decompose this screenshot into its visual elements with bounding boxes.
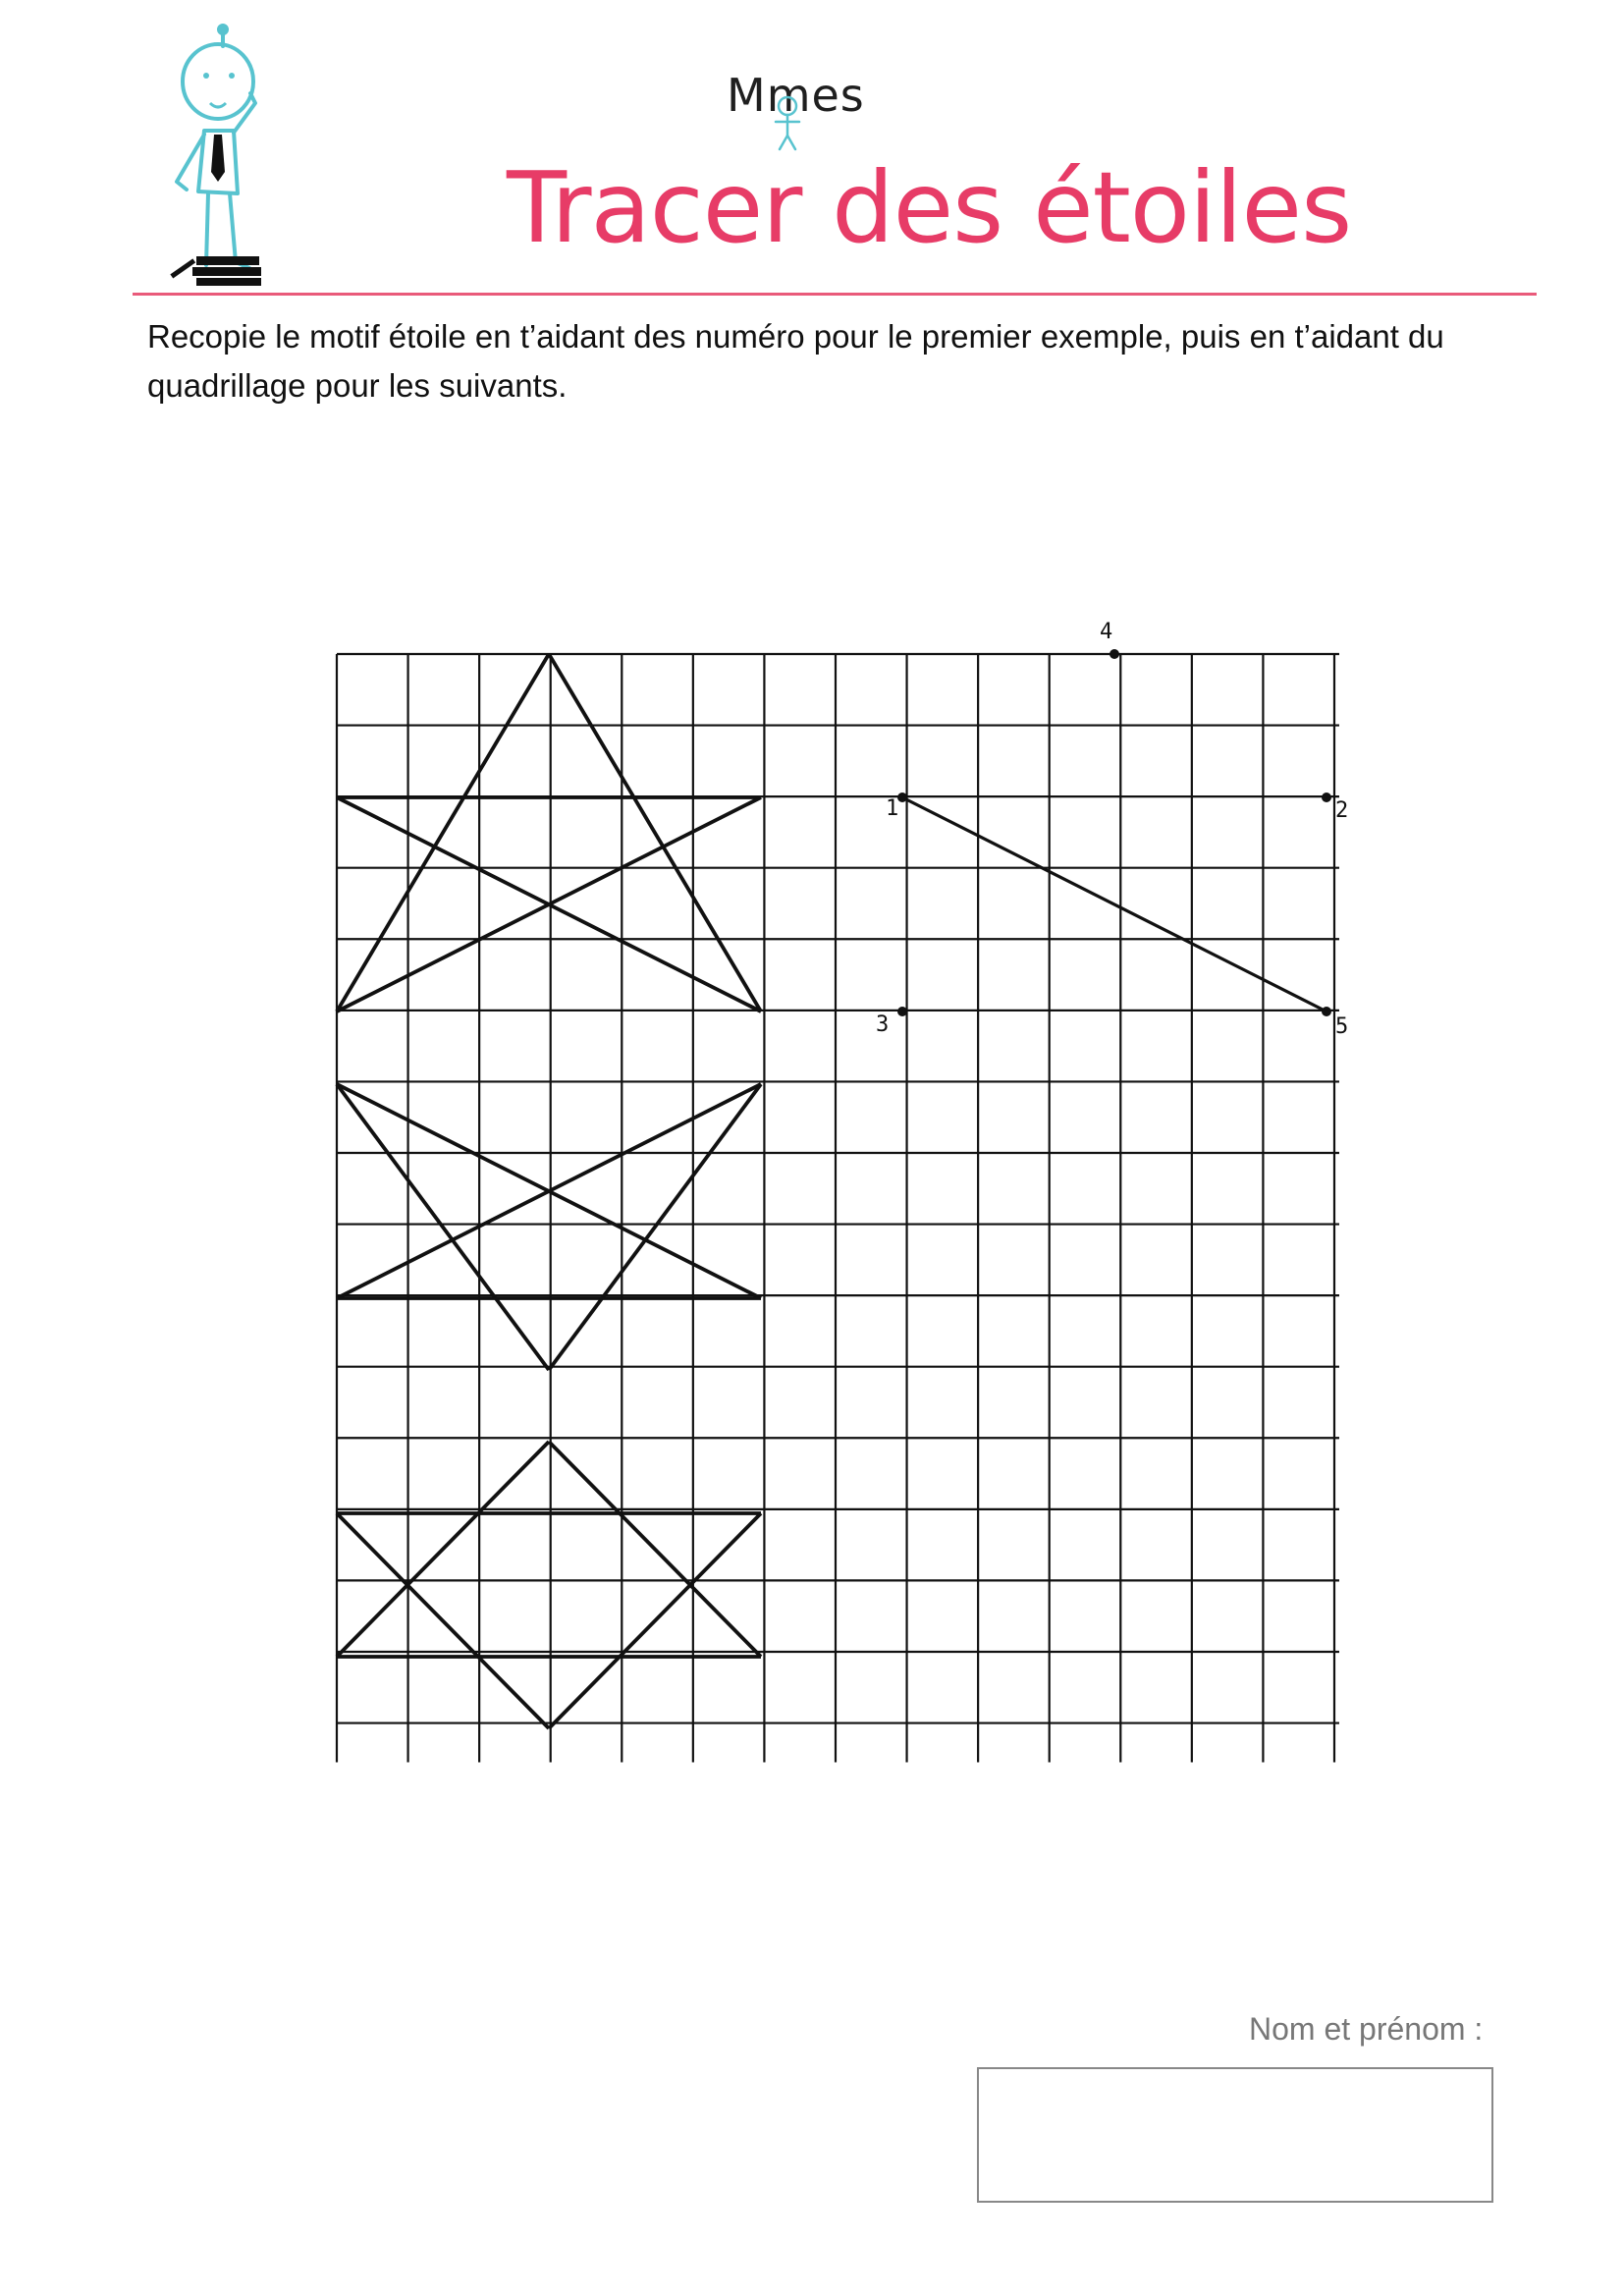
point-label-5: 5 [1335, 1014, 1349, 1039]
grid-lines [337, 654, 1339, 1763]
star-drawing-grid [324, 619, 1349, 1797]
brand-logo-figure [768, 94, 807, 153]
guide-point-5 [1322, 1007, 1331, 1016]
mascot-illustration [147, 25, 275, 290]
title-divider [133, 293, 1537, 296]
guide-point-2 [1322, 793, 1331, 802]
name-label: Nom et prénom : [1249, 2011, 1484, 2047]
brand-logo: Mmes [727, 69, 865, 122]
example-star-middle [337, 1084, 761, 1370]
point-label-1: 1 [886, 796, 899, 821]
point-label-3: 3 [876, 1012, 890, 1037]
guide-point-1 [897, 793, 907, 802]
example-star-bottom [337, 1442, 761, 1728]
guide-point-labels [876, 620, 1348, 1039]
point-label-2: 2 [1335, 798, 1349, 823]
example-star-top [337, 654, 761, 1011]
guide-point-4 [1110, 649, 1119, 659]
instructions-text: Recopie le motif étoile en t’aidant des numéro pour le premier exemple, puis en t’aidant du quadrillage pour les suivants. [147, 318, 1444, 404]
page-title: Tracer des étoiles [507, 150, 1352, 265]
name-input-box[interactable] [977, 2067, 1493, 2203]
guide-points [897, 649, 1331, 1016]
guide-point-3 [897, 1007, 907, 1016]
point-label-4: 4 [1100, 620, 1113, 644]
